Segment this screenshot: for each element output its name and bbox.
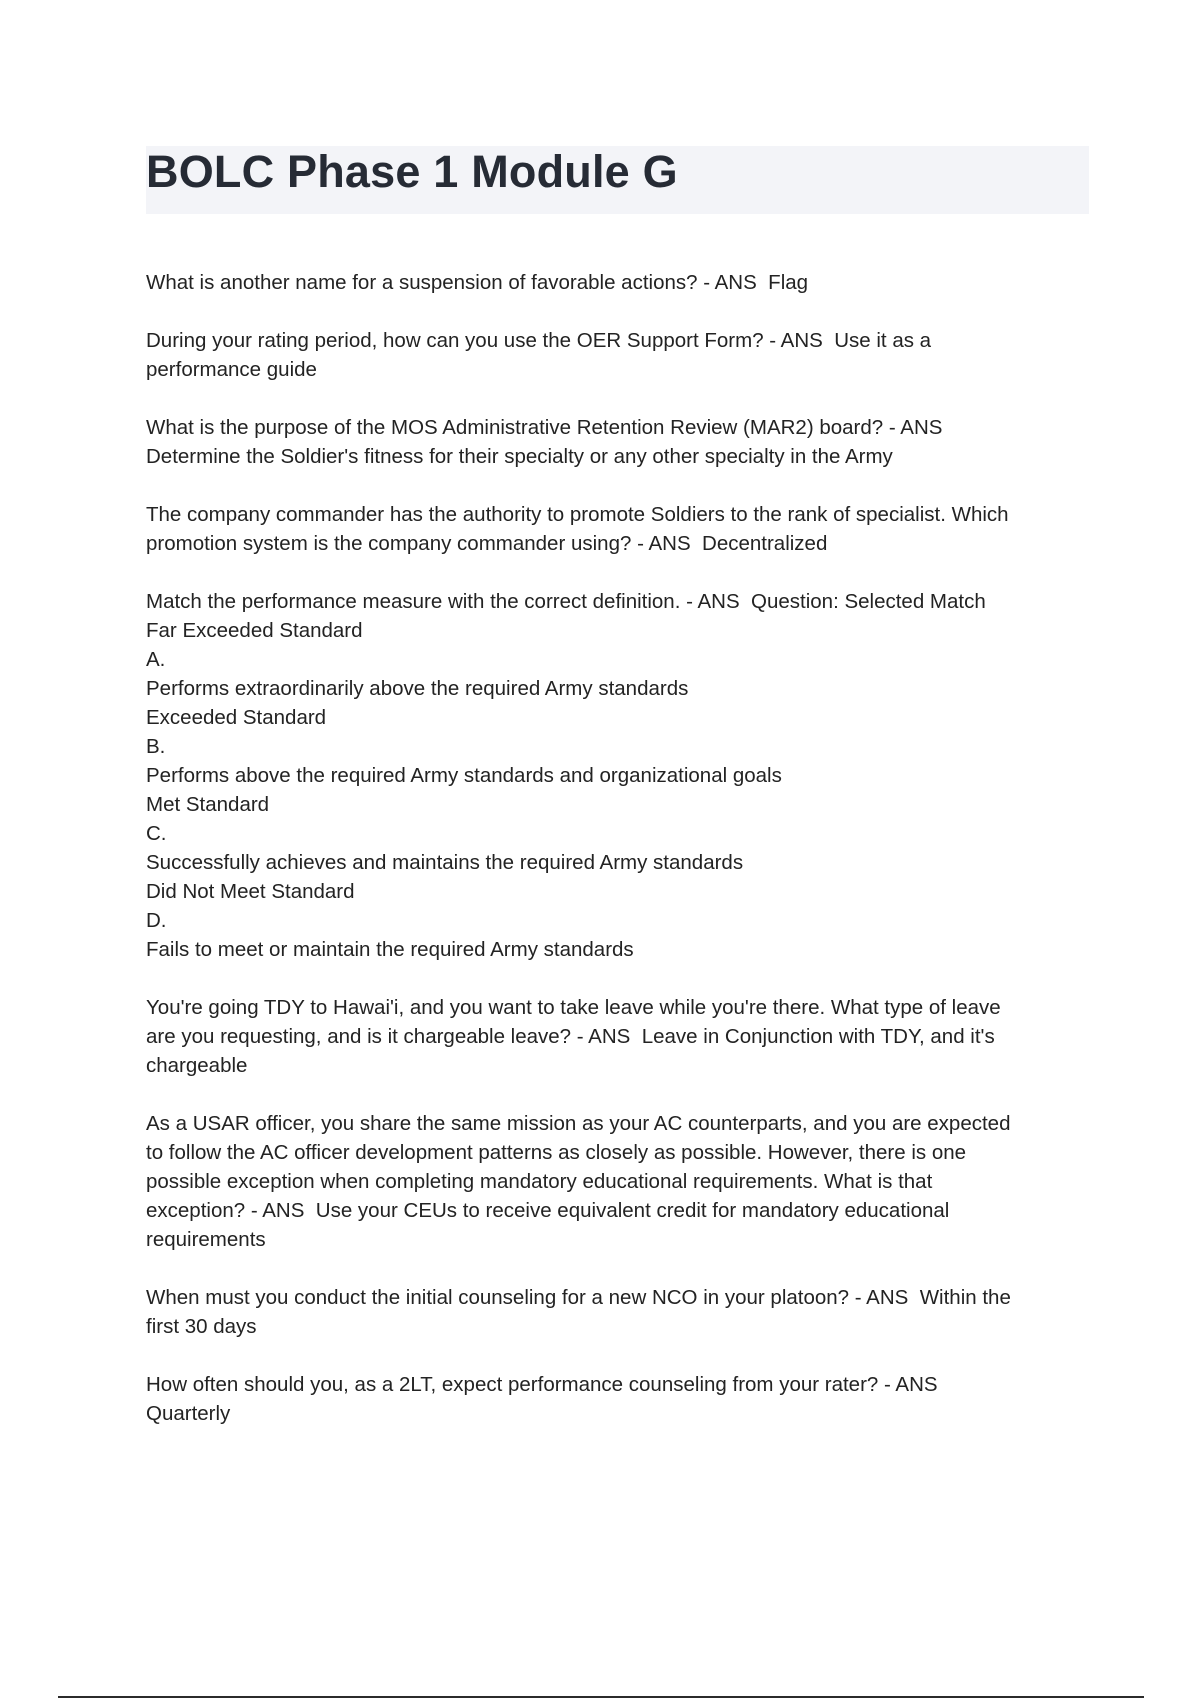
qa-line: You're going TDY to Hawai'i, and you want to take leave while you're there. What type of leave <box>146 996 1001 1019</box>
qa-line: Performs extraordinarily above the required Army standards <box>146 677 689 700</box>
qa-line: The company commander has the authority to promote Soldiers to the rank of specialist. Which <box>146 503 1009 526</box>
footer-divider <box>58 1696 1144 1698</box>
qa-line: D. <box>146 909 167 932</box>
qa-line: Fails to meet or maintain the required Army standards <box>146 938 634 961</box>
qa-line: What is another name for a suspension of favorable actions? - ANS Flag <box>146 271 809 294</box>
qa-line: B. <box>146 735 166 758</box>
qa-line: As a USAR officer, you share the same mission as your AC counterparts, and you are expected <box>146 1112 1011 1135</box>
qa-item <box>146 1283 1096 1341</box>
qa-line: requirements <box>146 1228 266 1251</box>
qa-line: to follow the AC officer development patterns as closely as possible. However, there is one <box>146 1141 967 1164</box>
qa-line: Performs above the required Army standards and organizational goals <box>146 764 782 787</box>
qa-line: What is the purpose of the MOS Administrative Retention Review (MAR2) board? - ANS <box>146 416 943 439</box>
qa-item <box>146 268 1096 297</box>
qa-line: Successfully achieves and maintains the required Army standards <box>146 851 744 874</box>
qa-item <box>146 1109 1096 1254</box>
qa-line: Met Standard <box>146 793 270 816</box>
qa-line: exception? - ANS Use your CEUs to receive equivalent credit for mandatory educational <box>146 1199 950 1222</box>
qa-line: are you requesting, and is it chargeable leave? - ANS Leave in Conjunction with TDY, and it's <box>146 1025 995 1048</box>
qa-item <box>146 413 1096 471</box>
qa-line: Did Not Meet Standard <box>146 880 355 903</box>
qa-line: Far Exceeded Standard <box>146 619 363 642</box>
qa-list <box>146 268 1096 1457</box>
qa-item <box>146 326 1096 384</box>
document-title: BOLC Phase 1 Module G <box>146 146 678 197</box>
qa-item <box>146 993 1096 1080</box>
qa-line: possible exception when completing mandatory educational requirements. What is that <box>146 1170 933 1193</box>
qa-line: Exceeded Standard <box>146 706 327 729</box>
qa-line: When must you conduct the initial counseling for a new NCO in your platoon? - ANS Within the <box>146 1286 1011 1309</box>
qa-line: A. <box>146 648 166 671</box>
qa-line: performance guide <box>146 358 317 381</box>
qa-item <box>146 500 1096 558</box>
qa-line: C. <box>146 822 167 845</box>
qa-line: promotion system is the company commander using? - ANS Decentralized <box>146 532 828 555</box>
qa-line: Match the performance measure with the correct definition. - ANS Question: Selected Match <box>146 590 986 613</box>
qa-line: Determine the Soldier's fitness for their specialty or any other specialty in the Army <box>146 445 893 468</box>
qa-item <box>146 1370 1096 1428</box>
qa-line: How often should you, as a 2LT, expect performance counseling from your rater? - ANS <box>146 1373 938 1396</box>
qa-line: Quarterly <box>146 1402 231 1425</box>
qa-line: first 30 days <box>146 1315 257 1338</box>
qa-item <box>146 587 1096 964</box>
qa-line: chargeable <box>146 1054 248 1077</box>
qa-line: During your rating period, how can you use the OER Support Form? - ANS Use it as a <box>146 329 932 352</box>
